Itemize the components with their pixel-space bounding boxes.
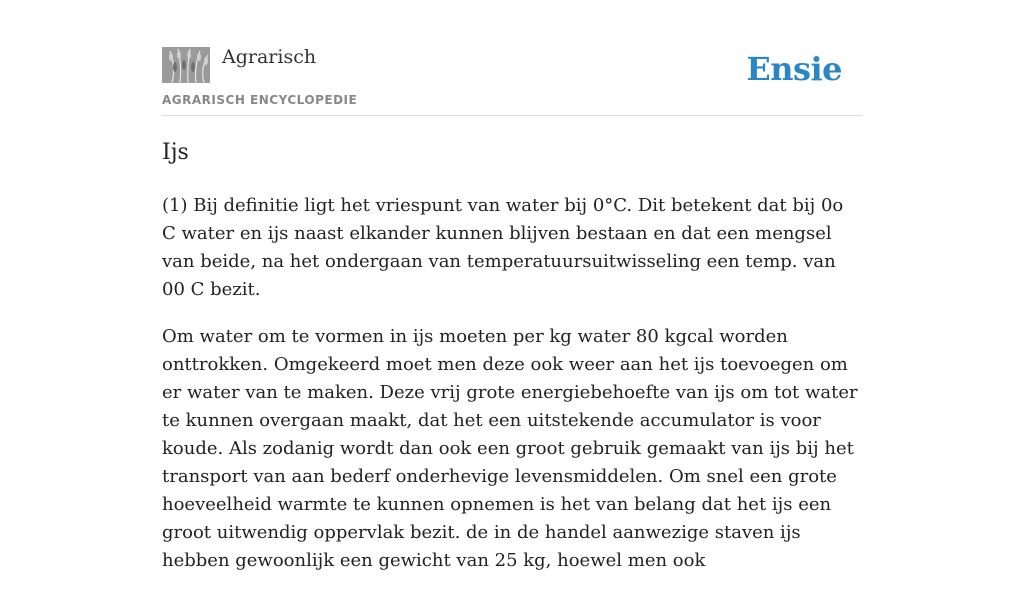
brand-logo[interactable]: Ensie: [746, 50, 842, 88]
site-header: [162, 0, 862, 116]
site-name-link[interactable]: Agrarisch: [222, 46, 317, 68]
wheat-icon: [162, 47, 210, 83]
site-tagline: AGRARISCH ENCYCLOPEDIE: [162, 93, 358, 107]
category-avatar[interactable]: [162, 47, 210, 83]
paragraph: Om water om te vormen in ijs moeten per kg water 80 kgcal worden onttrokken. Omgekeerd moet men deze ook weer aan het ijs toevoegen om er water van te maken. Deze vrij grote energiebehoefte van ijs om tot water te kunnen overgaan maakt, dat het een uitstekende accumulator is voor koude. Als zodanig wordt dan ook een groot gebruik gemaakt van ijs bij het transport van aan bederf onderhevige levensmiddelen. Om snel een grote hoeveelheid warmte te kunnen opnemen is het van belang dat het ijs een groot uitwendig oppervlak bezit. de in de handel aanwezige staven ijs hebben gewoonlijk een gewicht van 25 kg, hoewel men ook: [162, 326, 858, 571]
page-title: Ijs: [162, 140, 189, 165]
paragraph: (1) Bij definitie ligt het vriespunt van water bij 0°C. Dit betekent dat bij 0o C water en ijs naast elkander kunnen blijven bestaan en dat een mengsel van beide, na het ondergaan van temperatuursuitwisseling een temp. van 00 C bezit.: [162, 195, 844, 300]
article-container: [162, 0, 862, 571]
article-body: [162, 192, 862, 594]
